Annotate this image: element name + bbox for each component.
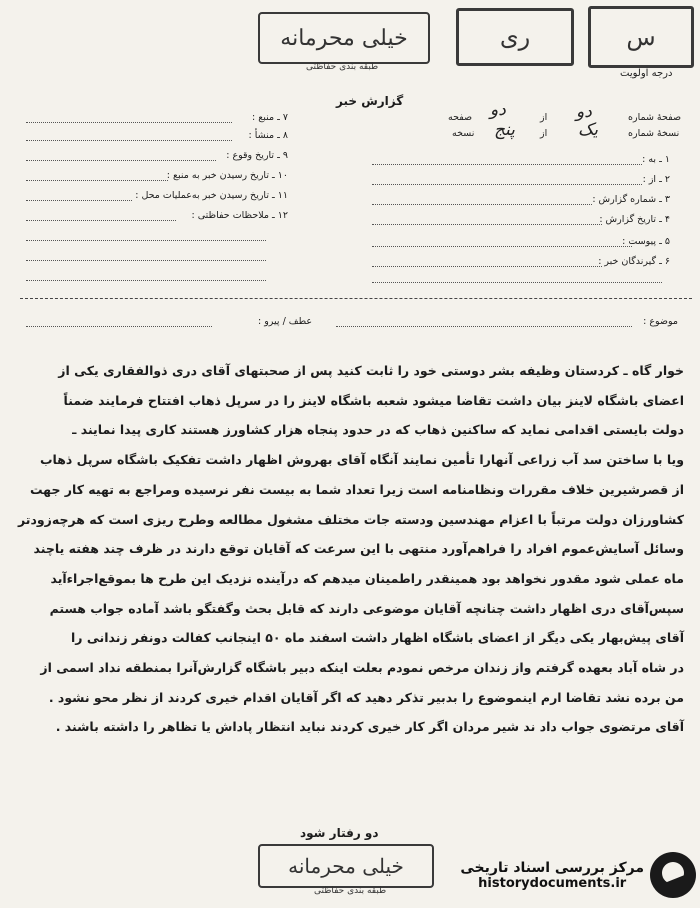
- page-number-label: صفحهٔ شماره: [628, 112, 682, 123]
- field-origin: ۸ ـ منشأ :: [248, 130, 288, 141]
- body-line: سپس‌آقای دری اظهار داشت چنانچه آقایان موضوعی دارند که قابل بحث وگفتگو باشد آماده جواب هستم: [49, 600, 684, 616]
- body-line: ماه عملی شود مقدور نخواهد بود همینقدر راطمینان میدهم که درآینده نزدیک این طرح ها بموقع‌اجراءآید: [50, 570, 684, 586]
- notes-line-3: [26, 260, 266, 261]
- subject-label: موضوع :: [643, 316, 678, 327]
- body-line: آقای پیش‌بهار یکی دیگر از اعضای باشگاه اظهار داشت اسفند ماه ۵۰ اینجانب کفالت دونفر زندانی را: [71, 630, 684, 646]
- field-security-notes-line: [26, 220, 176, 221]
- field-recipients-line: [372, 266, 602, 267]
- field-source-line: [26, 122, 232, 123]
- serial-stamp-left-text: ری: [499, 23, 531, 51]
- field-source-receipt-date: ۱۰ ـ تاریخ رسیدن خبر به منبع :: [166, 170, 288, 181]
- field-source-receipt-date-line: [26, 180, 168, 181]
- notes-line-2: [26, 240, 266, 241]
- field-local-ops-receipt-date: ۱۱ ـ تاریخ رسیدن خبر به‌عملیات محل :: [135, 190, 288, 201]
- page-total-handwritten: دو: [490, 100, 506, 120]
- priority-label: درجه اولویت: [620, 68, 673, 79]
- report-title: گزارش خبر: [336, 94, 404, 108]
- notes-line-4: [26, 280, 266, 281]
- serial-stamp-left: [456, 8, 574, 66]
- section-divider: [20, 298, 692, 299]
- archive-logo-icon: [650, 852, 696, 898]
- copy-number-handwritten: یک: [578, 120, 598, 140]
- body-line: کشاورزان دولت مرتباً با اعزام مهندسین ودسته جات مختلف مشغول مطالعه وطرح ریزی است که هرچه‌زودتر: [18, 511, 684, 527]
- field-to: ۱ ـ به :: [642, 154, 670, 165]
- watermark-persian: مرکز بررسی اسناد تاریخی: [460, 859, 644, 876]
- field-recipients-line-2: [372, 282, 662, 283]
- report-body: [16, 356, 684, 742]
- copy-total-handwritten: پنج: [494, 120, 515, 140]
- subject-line: [336, 326, 632, 327]
- copy-word-label: نسخه: [452, 128, 475, 139]
- reference-label: عطف / پیرو :: [258, 316, 313, 327]
- serial-stamp-right: [588, 6, 694, 68]
- field-security-notes: ۱۲ ـ ملاحظات حفاظتی :: [191, 210, 288, 221]
- footer-partial-text: دو رفتار شود: [300, 826, 379, 840]
- page-number-handwritten: دو: [576, 102, 592, 122]
- field-to-line: [372, 164, 642, 165]
- body-line: خوار گاه ـ کردستان وظیفه بشر دوستی خود را ثابت کنید پس از صحبتهای آقای دری ذوالفقاری یکی از: [58, 363, 684, 378]
- field-report-date: ۴ ـ تاریخ گزارش :: [599, 214, 670, 225]
- field-occurrence-date: ۹ ـ تاریخ وقوع :: [226, 150, 288, 161]
- copy-number-label: نسخهٔ شماره: [628, 128, 680, 139]
- field-occurrence-date-line: [26, 160, 216, 161]
- classification-stamp-text: خیلی محرمانه: [280, 25, 408, 51]
- body-line: در شاه آباد بعهده گرفتم واز زندان مرخص نمودم بعلت اینکه دبیر باشگاه گزارش‌آنرا بمنطقه نداد اسمی از: [40, 660, 684, 676]
- field-from-line: [372, 184, 642, 185]
- field-attachment-line: [372, 246, 632, 247]
- body-line: اعضای باشگاه لاینز بیان داشت تقاضا میشود شعبه باشگاه لاینز را در سرپل ذهاب افتتاح فرمایند ضمناً: [63, 392, 684, 408]
- body-line: وسائل آسایش‌عموم افراد را فراهم‌آورد منتهی با این سرعت که آقایان توقع دارند در ظرف چند هفته یاچند: [33, 541, 684, 557]
- body-line: از قصرشیرین خلاف مقررات ونظامنامه است زیرا تعداد شما به بیست نفر نرسیده ومراجع به تهیه کار جهت: [29, 481, 684, 497]
- body-line: دولت بایستی اقدامی نماید که ساکنین ذهاب که در حدود پنجاه هزار کشاورز هستند کاری پیدا نمایند ـ: [72, 422, 684, 438]
- serial-stamp-right-text: س: [626, 23, 656, 51]
- body-line: آقای مرتضوی جواب داد ند شیر مردان اگر کار خیری کردند نباید انتظار پاداش یا تظاهر را داشته باشند .: [55, 719, 684, 735]
- body-line: من برده نشد تقاضا ارم اینموضوع را بدبیر تذکر دهید که اگر آقایان اقدام خیری کردند از نظر محو نشود .: [48, 689, 684, 705]
- reference-line: [26, 326, 212, 327]
- classification-stamp-bottom-text: خیلی محرمانه: [288, 854, 404, 878]
- field-origin-line: [26, 140, 232, 141]
- classification-stamp-subtitle: طبقه بندی حفاظتی: [306, 62, 379, 72]
- field-report-number: ۳ ـ شماره گزارش :: [592, 194, 670, 205]
- field-attachment: ۵ ـ پیوست :: [622, 236, 670, 247]
- watermark-url: historydocuments.ir: [478, 875, 627, 891]
- classification-stamp: [258, 12, 430, 64]
- classification-stamp-bottom-subtitle: طبقه بندی حفاظتی: [314, 886, 387, 896]
- archive-watermark: [440, 846, 696, 904]
- copy-of-label: از: [540, 128, 548, 139]
- page-word-label: صفحه: [448, 112, 473, 123]
- field-local-ops-receipt-date-line: [26, 200, 132, 201]
- classification-stamp-bottom: [258, 844, 434, 888]
- field-from: ۲ ـ از :: [642, 174, 670, 185]
- field-report-date-line: [372, 224, 602, 225]
- field-recipients: ۶ ـ گیرندگان خبر :: [598, 256, 670, 267]
- body-line: ویا با ساختن سد آب زراعی آنهارا تأمین نمایند آنگاه آقای بهروش اظهار داشت تفکیک باشگاه سرپل ذهاب: [39, 452, 684, 468]
- field-report-number-line: [372, 204, 592, 205]
- field-source: ۷ ـ منبع :: [251, 112, 288, 123]
- page-of-label: از: [540, 112, 548, 123]
